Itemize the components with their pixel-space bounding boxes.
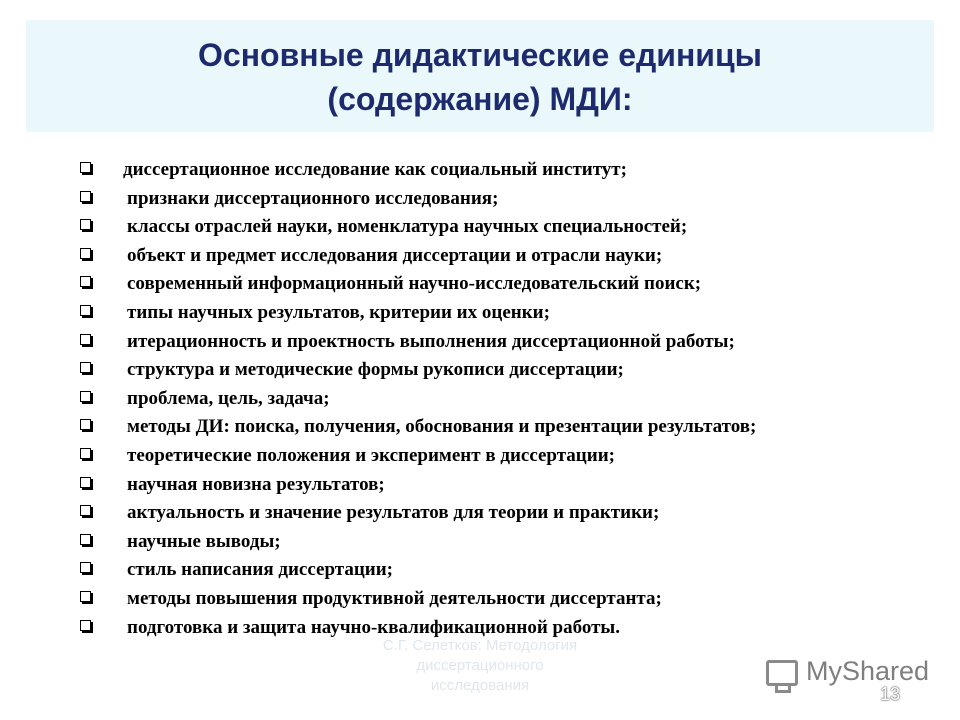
title-banner	[26, 20, 934, 132]
list-item-text: современный информационный научно-исследовательский поиск;	[127, 273, 702, 295]
checkbox-square-icon	[80, 448, 91, 459]
checkbox-square-icon	[80, 219, 91, 230]
slide-title-line-1: Основные дидактические единицы	[198, 37, 762, 73]
checkbox-square-icon	[80, 248, 91, 259]
list-item-text: методы ДИ: поиска, получения, обоснования и презентации результатов;	[127, 416, 757, 438]
checkbox-square-icon	[80, 334, 91, 345]
checkbox-square-icon	[80, 162, 91, 173]
checkbox-square-icon	[80, 362, 91, 373]
list-item-text: итерационность и проектность выполнения диссертационной работы;	[127, 330, 735, 352]
checkbox-square-icon	[80, 562, 91, 573]
list-item-text: научная новизна результатов;	[127, 473, 385, 495]
list-item-text: стиль написания диссертации;	[127, 559, 393, 581]
checkbox-square-icon	[80, 391, 91, 402]
checkbox-square-icon	[80, 534, 91, 545]
footer-author-note	[340, 636, 620, 696]
checkbox-square-icon	[80, 276, 91, 287]
list-item-text: диссертационное исследование как социальный институт;	[123, 159, 627, 180]
list-item-text: типы научных результатов, критерии их оценки;	[127, 301, 550, 323]
list-item-text: признаки диссертационного исследования;	[127, 187, 499, 209]
checkbox-square-icon	[80, 477, 91, 488]
list-item-text: научные выводы;	[127, 530, 281, 552]
page-number: 13	[880, 684, 901, 704]
checkbox-square-icon	[80, 620, 91, 631]
list-item-text: объект и предмет исследования диссертации и отрасли науки;	[127, 244, 663, 266]
list-item-text: подготовка и защита научно-квалификационной работы.	[127, 616, 621, 638]
checkbox-square-icon	[80, 191, 91, 202]
footer-line-1: С.Г. Селетков: Методология	[382, 637, 578, 654]
footer-line-2: диссертационного	[416, 657, 544, 674]
list-item-text: теоретические положения и эксперимент в диссертации;	[127, 444, 615, 466]
footer-line-3: исследования	[430, 677, 530, 694]
checkbox-square-icon	[80, 591, 91, 602]
checkbox-square-icon	[80, 419, 91, 430]
list-item-text: актуальность и значение результатов для теории и практики;	[127, 502, 660, 524]
checkbox-square-icon	[80, 305, 91, 316]
list-item-text: методы повышения продуктивной деятельности диссертанта;	[127, 587, 662, 609]
list-item-text: структура и методические формы рукописи диссертации;	[127, 359, 624, 381]
presentation-board-icon	[766, 660, 798, 686]
slide-title-line-2: (содержание) МДИ:	[327, 81, 633, 117]
checkbox-square-icon	[80, 505, 91, 516]
list-item-text: проблема, цель, задача;	[127, 387, 330, 409]
list-item-text: классы отраслей науки, номенклатура научных специальностей;	[127, 216, 688, 238]
watermark-text: MyShared	[806, 656, 930, 686]
